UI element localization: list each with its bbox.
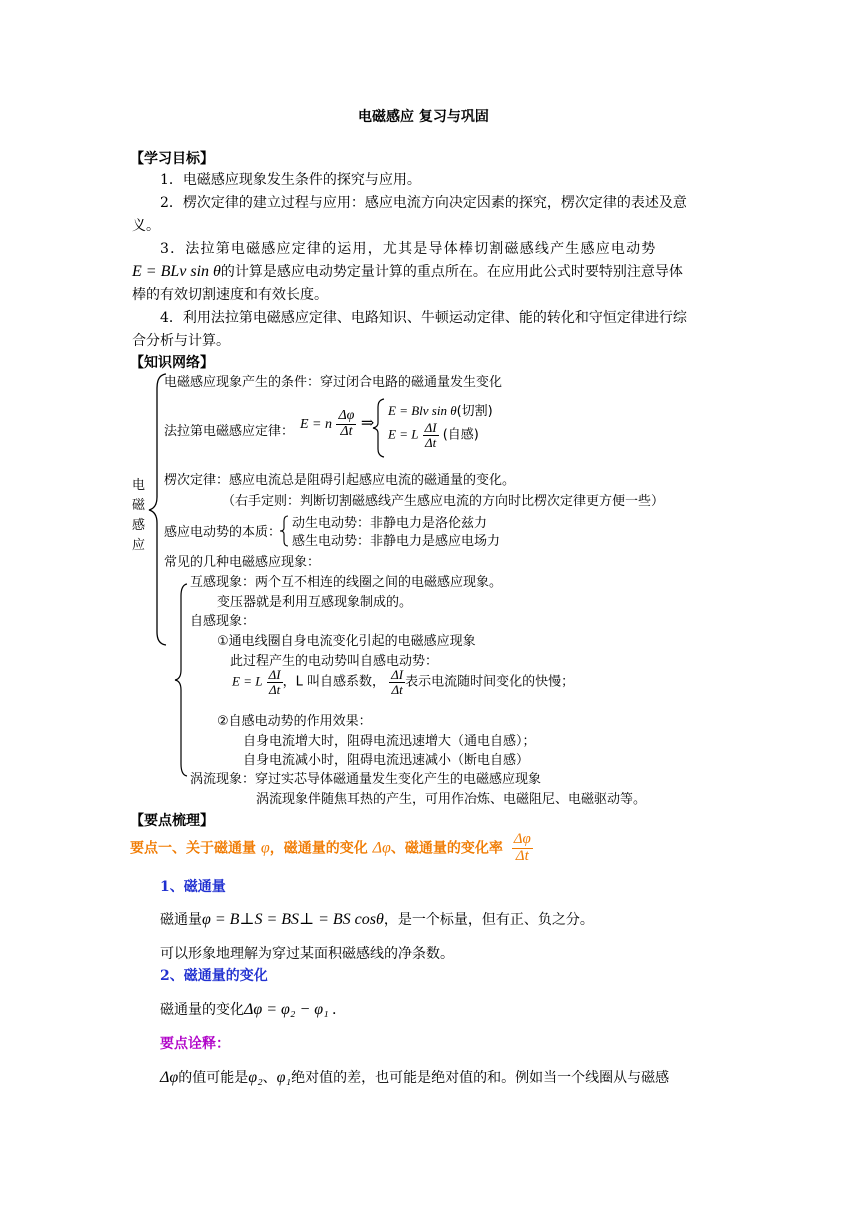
network-mutual: 互感现象：两个互不相连的线圈之间的电磁感应现象。 xyxy=(190,575,503,590)
text: 绝对值的差，也可能是绝对值的和。例如当一个线圈从与磁感 xyxy=(291,1070,670,1086)
goal-3-text: 的计算是感应电动势定量计算的重点所在。在应用此公式时要特别注意导体 xyxy=(220,264,683,280)
faraday-self-equation xyxy=(388,421,479,449)
network-eddy: 涡流现象：穿过实芯导体磁通量发生变化产生的电磁感应现象 xyxy=(190,772,542,787)
fraction-denominator: Δt xyxy=(424,434,437,450)
eq-cut: E = Blv sin θ xyxy=(388,403,457,418)
network-self-2: ②自感电动势的作用效果： xyxy=(217,714,372,729)
dphi-symbol: Δφ xyxy=(160,1069,179,1086)
eq-lhs: E = n xyxy=(300,417,332,433)
point1-heading xyxy=(130,832,533,865)
self-eq-tail: 表示电流随时间变化的快慢； xyxy=(405,674,575,690)
network-root-char: 电 xyxy=(132,478,146,493)
point1-title: 要点一、关于磁通量 xyxy=(130,840,256,857)
eq-self-lhs: E = L xyxy=(232,673,263,689)
network-self-2b: 自身电流减小时，阻碍电流迅速减小（断电自感） xyxy=(243,753,530,768)
document-title: 电磁感应 复习与巩固 xyxy=(358,109,489,125)
goal-3-cont xyxy=(132,261,683,281)
phi1-symbol: φ₁ xyxy=(276,1069,292,1086)
fraction-numerator: ΔI xyxy=(391,667,404,682)
network-emf-induced: 感生电动势：非静电力是感应电场力 xyxy=(292,534,501,549)
point1-text-1: ，磁通量的变化 xyxy=(269,840,368,857)
network-eddy-b: 涡流现象伴随焦耳热的产生，可用作冶炼、电磁阻尼、电磁驱动等。 xyxy=(256,792,647,807)
self-emf-equation xyxy=(232,668,574,696)
main-brace-icon xyxy=(146,372,170,647)
fraction-denominator: Δt xyxy=(268,681,281,697)
subheading-flux: 1、磁通量 xyxy=(160,879,226,895)
change-lead: 磁通量的变化 xyxy=(160,1002,244,1018)
network-transformer: 变压器就是利用互感现象制成的。 xyxy=(217,595,413,610)
network-emf-motional: 动生电动势：非静电力是洛伦兹力 xyxy=(292,516,488,531)
network-self-2a: 自身电流增大时，阻碍电流迅速增大（通电自感）； xyxy=(243,734,536,749)
eq-cut-note: (切割) xyxy=(456,404,493,419)
fraction-numerator: ΔI xyxy=(424,420,437,435)
flux-change-definition xyxy=(160,999,337,1019)
network-root-char: 磁 xyxy=(132,498,146,513)
fraction-dphi-dt xyxy=(512,832,533,865)
fraction-denominator: Δt xyxy=(391,681,403,697)
phi2-symbol: φ₂ xyxy=(248,1069,263,1086)
network-self-1: ①通电线圈自身电流变化引起的电磁感应现象 xyxy=(217,634,476,649)
network-faraday-label: 法拉第电磁感应定律： xyxy=(164,424,295,439)
fraction-dphi-dt xyxy=(336,409,356,439)
fraction-dI-dt xyxy=(389,668,405,696)
eq-self-note: (自感) xyxy=(442,427,479,443)
network-emf-nature: 感应电动势的本质： xyxy=(164,525,282,540)
fraction-dI-dt xyxy=(267,668,283,696)
flux-tail: ，是一个标量，但有正、负之分。 xyxy=(383,912,594,928)
flux-lead: 磁通量 xyxy=(160,912,202,928)
goal-3-cont2: 棒的有效切割速度和有效长度。 xyxy=(132,287,328,303)
section-heading-goals: 【学习目标】 xyxy=(130,151,214,167)
phi-symbol: φ xyxy=(260,839,270,857)
implies-arrow-icon: ⇒ xyxy=(360,413,375,433)
formula-emf-cutting: E = BLv sin θ xyxy=(132,263,221,280)
flux-definition xyxy=(160,909,594,929)
remark-heading: 要点诠释： xyxy=(160,1036,230,1052)
self-eq-mid: ，L 叫自感系数， xyxy=(282,674,385,690)
goal-4: 4．利用法拉第电磁感应定律、电路知识、牛顿运动定律、能的转化和守恒定律进行综 xyxy=(160,310,687,326)
goal-2-cont: 义。 xyxy=(132,218,160,234)
faraday-cut-equation xyxy=(388,400,493,419)
fraction-denominator: Δt xyxy=(340,423,353,439)
last-paragraph xyxy=(160,1067,669,1087)
goal-1: 1．电磁感应现象发生条件的探究与应用。 xyxy=(160,172,421,188)
section-heading-points: 【要点梳理】 xyxy=(130,813,214,829)
faraday-main-equation xyxy=(300,409,374,439)
fraction-numerator: ΔI xyxy=(268,667,281,682)
fraction-numerator: Δφ xyxy=(513,831,531,847)
network-self-label: 自感现象： xyxy=(190,614,256,629)
point1-text-2: 、磁通量的变化率 xyxy=(390,840,503,857)
network-lenz: 楞次定律：感应电流总是阻碍引起感应电流的磁通量的变化。 xyxy=(164,473,516,488)
change-equation: Δφ = φ₂ − φ₁ . xyxy=(244,1001,337,1018)
network-right-hand: （右手定则：判断切割磁感线产生感应电流的方向时比楞次定律更方便一些） xyxy=(222,494,665,509)
section-heading-network: 【知识网络】 xyxy=(130,355,214,371)
fraction-dI-dt xyxy=(423,421,439,449)
network-root-char: 应 xyxy=(132,538,146,553)
network-root-char: 感 xyxy=(132,518,146,533)
goal-4-cont: 合分析与计算。 xyxy=(132,333,230,349)
network-common: 常见的几种电磁感应现象： xyxy=(164,555,321,570)
network-self-1b: 此过程产生的电动势叫自感电动势： xyxy=(230,654,439,669)
fraction-numerator: Δφ xyxy=(338,408,355,423)
eq-self-lhs: E = L xyxy=(388,426,419,442)
flux-note: 可以形象地理解为穿过某面积磁感线的净条数。 xyxy=(160,946,454,962)
fraction-denominator: Δt xyxy=(515,847,529,864)
goal-3: 3．法拉第电磁感应定律的运用，尤其是导体棒切割磁感线产生感应电动势 xyxy=(160,241,657,257)
common-brace-icon xyxy=(172,582,190,778)
goal-2: 2．楞次定律的建立过程与应用：感应电流方向决定因素的探究，楞次定律的表述及意 xyxy=(160,195,687,211)
text: 、 xyxy=(262,1070,277,1086)
network-condition: 电磁感应现象产生的条件：穿过闭合电路的磁通量发生变化 xyxy=(164,375,503,390)
subheading-flux-change: 2、磁通量的变化 xyxy=(160,968,268,984)
dphi-symbol: Δφ xyxy=(372,839,391,857)
text: 的值可能是 xyxy=(178,1070,249,1086)
flux-equation: φ = B⊥S = BS⊥ = BS cosθ xyxy=(202,911,384,928)
